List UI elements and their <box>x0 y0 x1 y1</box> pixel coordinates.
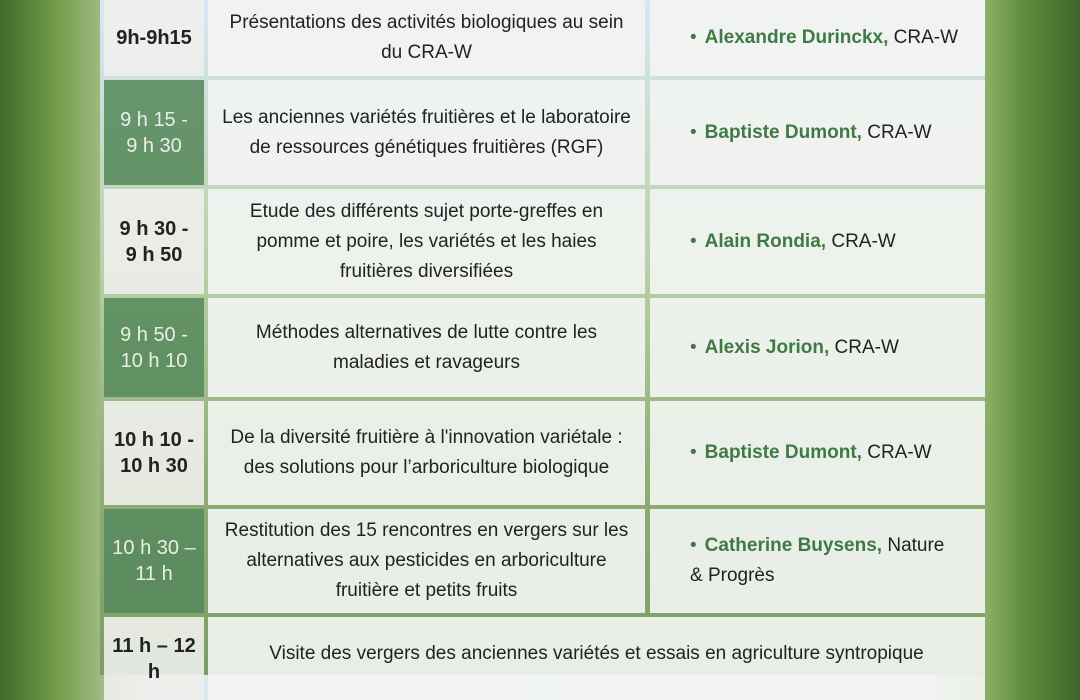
time-cell <box>104 509 204 613</box>
bullet: • <box>690 27 697 48</box>
schedule-row <box>104 298 985 397</box>
description-cell <box>208 80 645 185</box>
speaker-name: Alain Rondia, <box>704 230 827 252</box>
bullet: • <box>690 121 697 143</box>
description-cell <box>208 509 645 613</box>
description-text: Etude des différents sujet porte-greffes en pomme et poire, les variétés et les haies fruitières diversifiées <box>249 200 604 282</box>
schedule-row <box>104 401 985 505</box>
description-cell <box>208 401 645 505</box>
speaker-name: Baptiste Dumont, <box>704 121 862 143</box>
speaker-org: CRA-W <box>861 121 932 143</box>
time-text: 10 h 30 – 11 h <box>112 537 196 585</box>
speaker-cell <box>650 189 985 294</box>
schedule-row <box>104 189 985 294</box>
description-cell <box>208 189 645 294</box>
time-cell <box>104 0 204 76</box>
time-cell <box>104 189 204 294</box>
speaker-cell <box>650 298 985 397</box>
speaker-name: Alexandre Durinckx, <box>704 27 889 48</box>
speaker-cell <box>650 80 985 185</box>
speaker-name: Alexis Jorion, <box>704 336 830 358</box>
bullet: • <box>690 442 697 463</box>
speaker-org: Nature & Progrès <box>690 535 945 586</box>
description-text: Visite des vergers des anciennes variétés et essais en agriculture syntropique <box>269 643 924 664</box>
time-text: 11 h – 12 h <box>112 634 196 683</box>
description-text: Présentations des activités biologiques au sein du CRA-W <box>229 12 624 63</box>
schedule-row <box>104 0 985 76</box>
time-text: 9h-9h15 <box>116 27 192 49</box>
speaker-name: Baptiste Dumont, <box>704 442 862 463</box>
speaker-org: CRA-W <box>888 27 959 48</box>
time-text: 9 h 50 - 10 h 10 <box>120 323 188 372</box>
time-cell <box>104 298 204 397</box>
time-text: 10 h 10 - 10 h 30 <box>113 429 195 477</box>
speaker-org: CRA-W <box>829 336 899 358</box>
speaker-cell <box>650 0 985 76</box>
bullet: • <box>690 535 697 556</box>
time-cell <box>104 617 204 700</box>
speaker-org: CRA-W <box>826 230 896 252</box>
bullet: • <box>690 230 697 252</box>
time-cell <box>104 80 204 185</box>
speaker-name: Catherine Buysens, <box>704 535 883 556</box>
speaker-cell <box>650 401 985 505</box>
description-text: Méthodes alternatives de lutte contre les maladies et ravageurs <box>255 321 598 373</box>
description-cell <box>208 298 645 397</box>
speaker-org: CRA-W <box>861 442 932 463</box>
speaker-cell <box>650 509 985 613</box>
description-cell <box>208 617 985 700</box>
description-text: Les anciennes variétés fruitières et le laboratoire de ressources génétiques fruitières (RGF) <box>222 106 631 158</box>
description-text: De la diversité fruitière à l'innovation variétale : des solutions pour l’arboriculture biologique <box>230 427 623 478</box>
bullet: • <box>690 336 697 358</box>
time-text: 9 h 15 - 9 h 30 <box>120 108 188 157</box>
schedule-row <box>104 509 985 613</box>
schedule-row <box>104 80 985 185</box>
schedule-row <box>104 617 985 700</box>
description-text: Restitution des 15 rencontres en vergers sur les alternatives aux pesticides en arboriculture fruitière et petits fruits <box>224 520 629 601</box>
time-cell <box>104 401 204 505</box>
time-text: 9 h 30 - 9 h 50 <box>119 217 189 266</box>
description-cell <box>208 0 645 76</box>
